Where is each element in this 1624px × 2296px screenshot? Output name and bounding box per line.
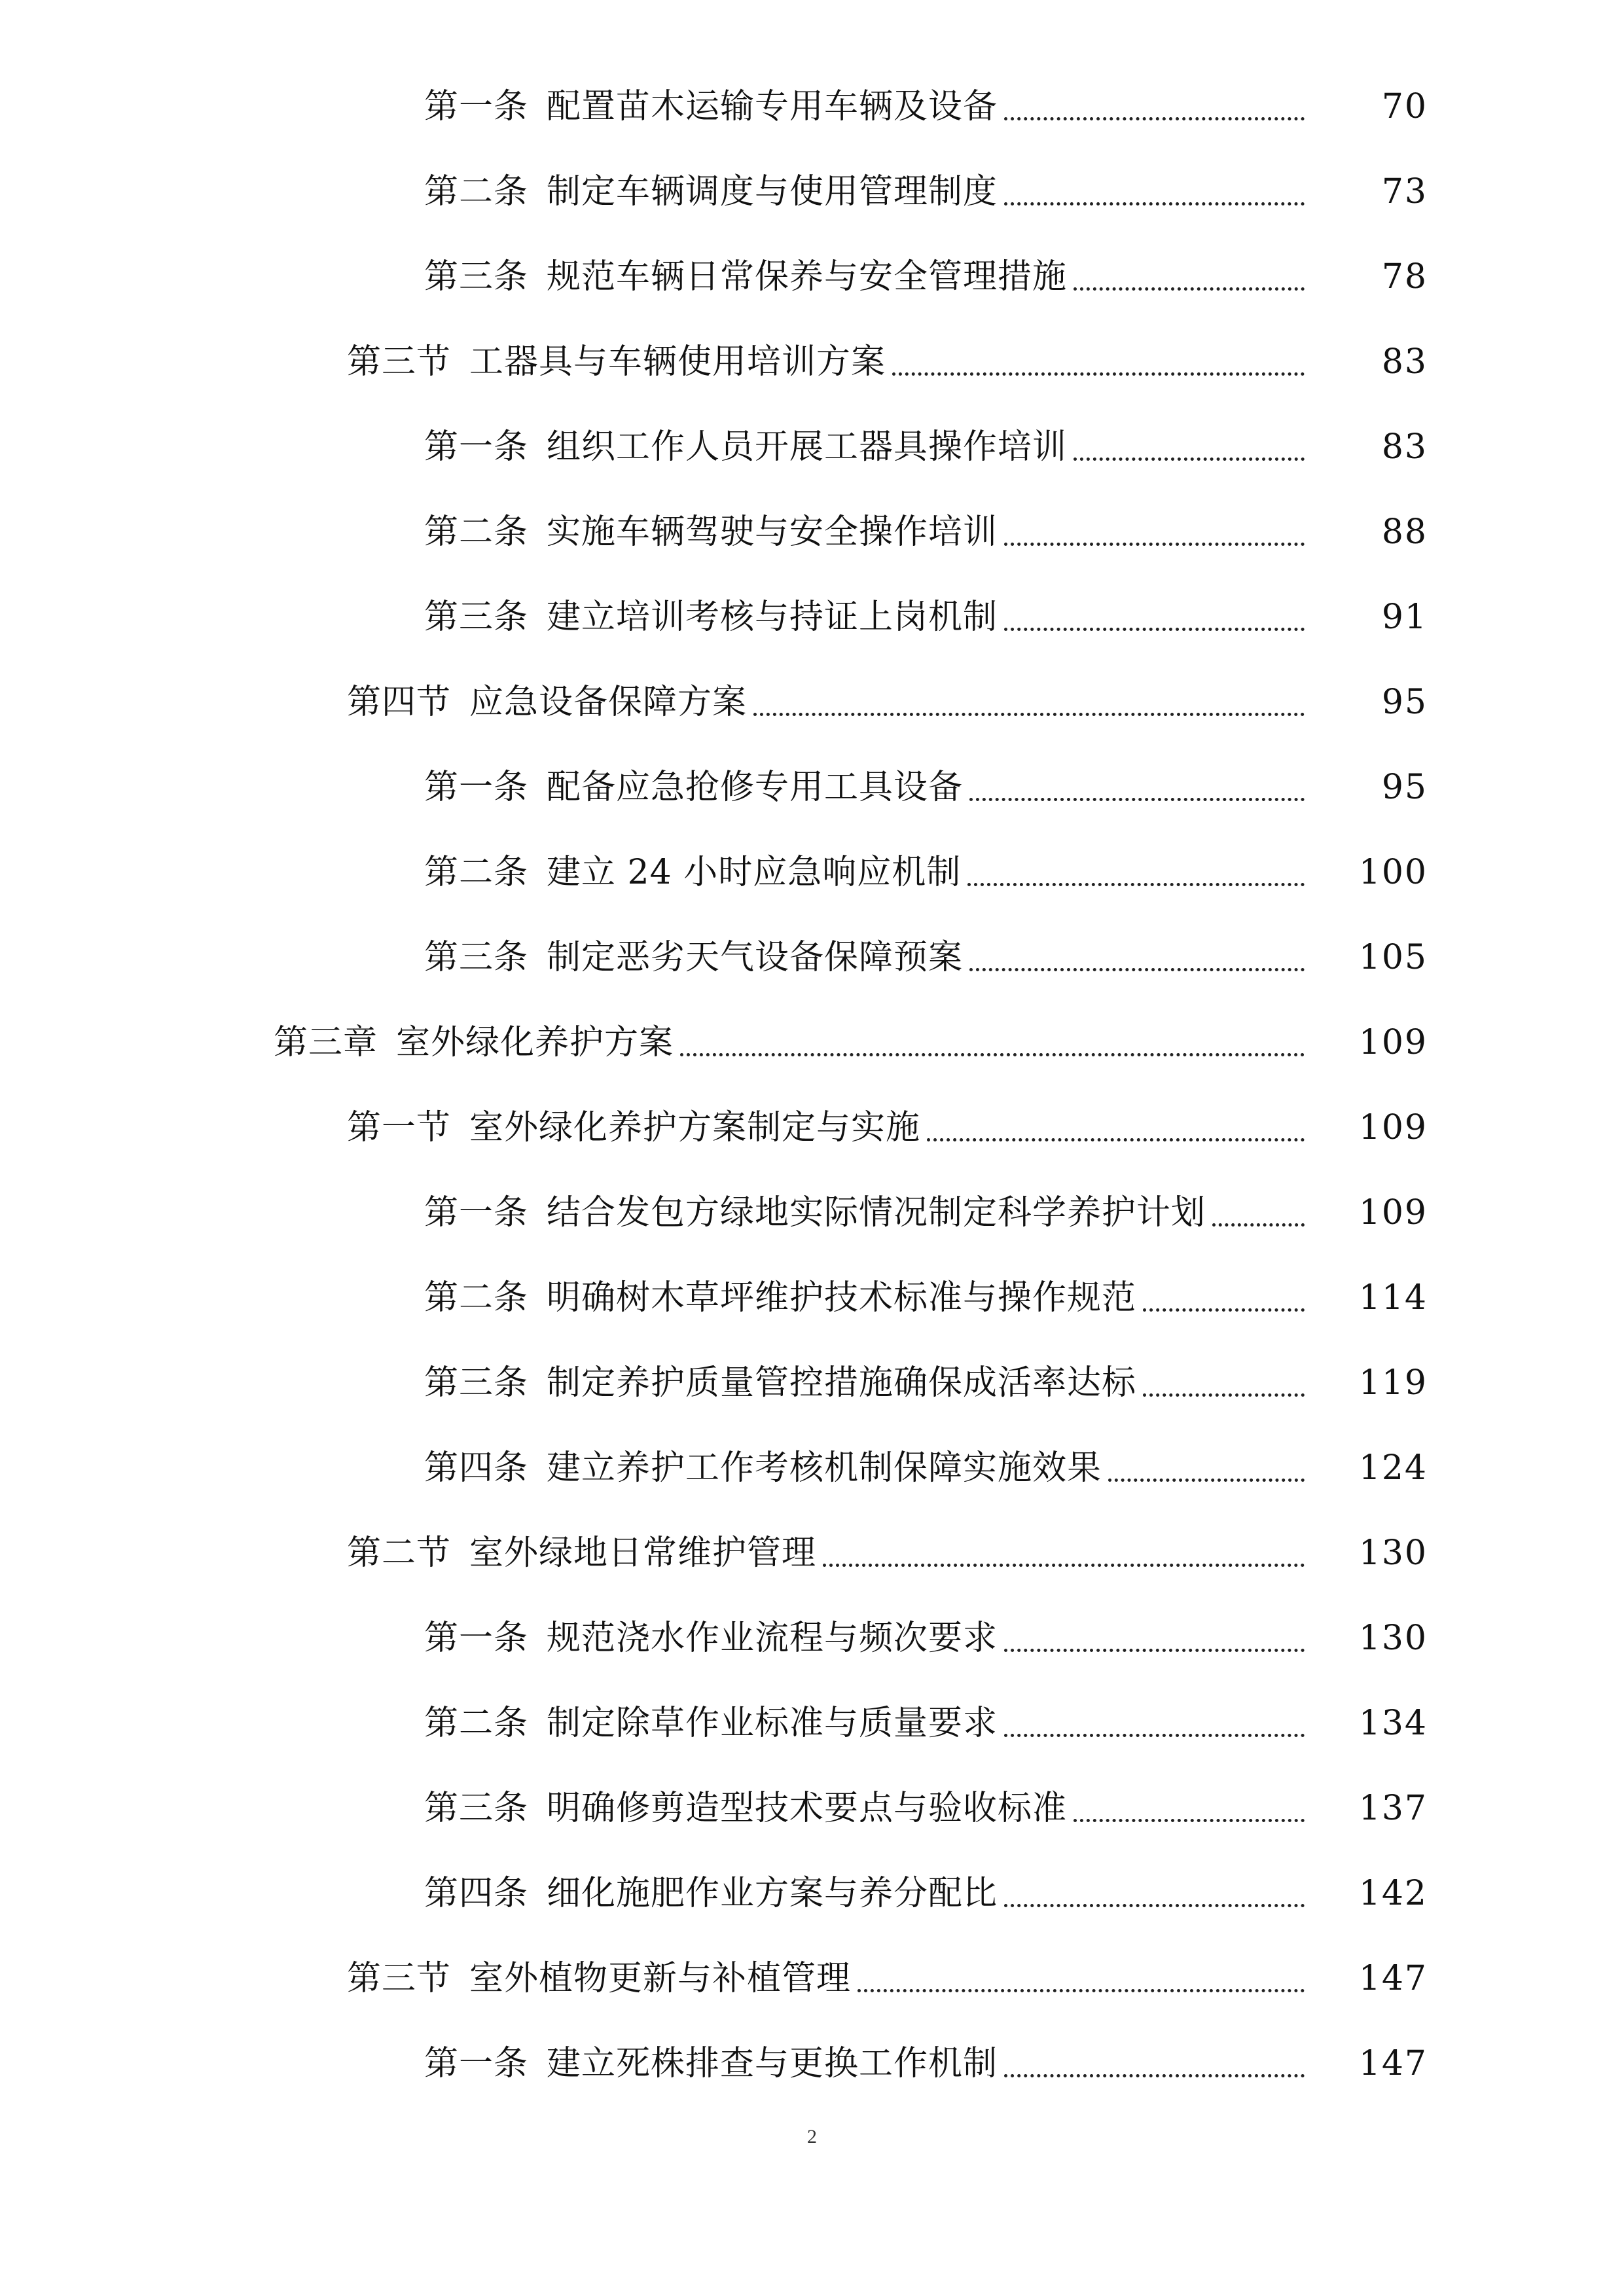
dot-leader: [1143, 1308, 1305, 1312]
toc-entry[interactable]: [0, 319, 1624, 404]
toc-entry-page: 78: [1381, 257, 1428, 296]
toc-entry[interactable]: [0, 1000, 1624, 1085]
toc-entry-page: 83: [1381, 342, 1428, 382]
dot-leader: [969, 968, 1305, 971]
toc-entry[interactable]: [0, 830, 1624, 915]
toc-entry-page: 91: [1381, 598, 1428, 637]
dot-leader: [969, 798, 1305, 801]
toc-entry-title: 建立 24 小时应急响应机制: [547, 853, 962, 892]
toc-entry-label: 第一条: [424, 427, 529, 467]
toc-entry[interactable]: [0, 745, 1624, 830]
toc-entry[interactable]: [0, 1766, 1624, 1851]
toc-entry[interactable]: [0, 1936, 1624, 2021]
toc-entry-page: 119: [1358, 1363, 1428, 1403]
toc-entry-title: 室外绿化养护方案: [396, 1023, 674, 1062]
toc-entry[interactable]: [0, 64, 1624, 149]
dot-leader: [892, 372, 1305, 376]
toc-entry-title: 工器具与车辆使用培训方案: [469, 342, 886, 382]
dot-leader: [1004, 2074, 1305, 2077]
toc-entry-title: 制定除草作业标准与质量要求: [547, 1704, 998, 1743]
toc-entry[interactable]: [0, 915, 1624, 1000]
toc-entry-label: 第三节: [347, 342, 452, 382]
toc-entry[interactable]: [0, 1170, 1624, 1255]
toc-entry-title: 室外绿地日常维护管理: [469, 1534, 817, 1573]
toc-entry-label: 第一节: [347, 1108, 452, 1147]
toc-entry-title: 室外绿化养护方案制定与实施: [469, 1108, 921, 1147]
toc-entry-label: 第三节: [347, 1959, 452, 1998]
toc-entry[interactable]: [0, 660, 1624, 745]
dot-leader: [967, 883, 1305, 886]
toc-entry[interactable]: [0, 1681, 1624, 1766]
toc-entry-label: 第二条: [424, 853, 529, 892]
dot-leader: [857, 1989, 1305, 1992]
toc-entry[interactable]: [0, 2021, 1624, 2106]
toc-entry[interactable]: [0, 1596, 1624, 1681]
toc-entry-label: 第二节: [347, 1534, 452, 1573]
toc-entry-title: 制定恶劣天气设备保障预案: [547, 938, 964, 977]
toc-entry-title: 建立培训考核与持证上岗机制: [547, 598, 998, 637]
toc-entry-label: 第一条: [424, 1193, 529, 1232]
toc-entry[interactable]: [0, 1340, 1624, 1426]
toc-entry[interactable]: [0, 149, 1624, 234]
toc-entry[interactable]: [0, 575, 1624, 660]
toc-entry-title: 细化施肥作业方案与养分配比: [547, 1874, 998, 1913]
toc-entry-label: 第四条: [424, 1874, 529, 1913]
toc-entry-label: 第二条: [424, 512, 529, 552]
toc-entry-page: 134: [1358, 1704, 1428, 1743]
toc-entry-title: 明确修剪造型技术要点与验收标准: [547, 1789, 1068, 1828]
toc-entry-title: 建立养护工作考核机制保障实施效果: [547, 1448, 1102, 1488]
toc-entry-title: 实施车辆驾驶与安全操作培训: [547, 512, 998, 552]
toc-entry-page: 124: [1358, 1448, 1428, 1488]
toc-entry-page: 73: [1381, 172, 1428, 211]
toc-entry-label: 第三条: [424, 257, 529, 296]
dot-leader: [823, 1564, 1305, 1567]
toc-entry[interactable]: [0, 404, 1624, 490]
dot-leader: [1108, 1479, 1305, 1482]
toc-entry-page: 147: [1358, 1959, 1428, 1998]
toc-entry-title: 组织工作人员开展工器具操作培训: [547, 427, 1068, 467]
toc-entry-page: 109: [1358, 1108, 1428, 1147]
toc-entry-page: 70: [1381, 87, 1428, 126]
table-of-contents: [0, 64, 1624, 2106]
toc-entry[interactable]: [0, 1511, 1624, 1596]
toc-entry-label: 第一条: [424, 87, 529, 126]
dot-leader: [680, 1053, 1305, 1056]
toc-entry-page: 105: [1358, 938, 1428, 977]
toc-entry[interactable]: [0, 490, 1624, 575]
toc-entry-page: 95: [1381, 768, 1428, 807]
dot-leader: [1004, 1734, 1305, 1737]
dot-leader: [1143, 1393, 1305, 1397]
dot-leader: [1004, 117, 1305, 120]
toc-entry[interactable]: [0, 1426, 1624, 1511]
toc-entry-page: 95: [1381, 683, 1428, 722]
dot-leader: [1004, 202, 1305, 206]
toc-entry-title: 明确树木草坪维护技术标准与操作规范: [547, 1278, 1137, 1318]
toc-entry-page: 137: [1358, 1789, 1428, 1828]
toc-entry-title: 应急设备保障方案: [469, 683, 748, 722]
toc-entry-label: 第二条: [424, 1704, 529, 1743]
toc-entry[interactable]: [0, 1085, 1624, 1170]
toc-entry-page: 109: [1358, 1193, 1428, 1232]
toc-entry-title: 结合发包方绿地实际情况制定科学养护计划: [547, 1193, 1206, 1232]
toc-entry-title: 制定车辆调度与使用管理制度: [547, 172, 998, 211]
toc-entry-title: 建立死株排查与更换工作机制: [547, 2044, 998, 2083]
toc-entry-label: 第一条: [424, 768, 529, 807]
toc-entry-page: 142: [1358, 1874, 1428, 1913]
toc-entry-title: 配置苗木运输专用车辆及设备: [547, 87, 998, 126]
toc-entry-page: 100: [1358, 853, 1428, 892]
toc-entry-label: 第三章: [274, 1023, 378, 1062]
toc-entry[interactable]: [0, 234, 1624, 319]
toc-entry-title: 规范车辆日常保养与安全管理措施: [547, 257, 1068, 296]
dot-leader: [1074, 457, 1305, 461]
toc-entry-label: 第四条: [424, 1448, 529, 1488]
toc-entry-page: 83: [1381, 427, 1428, 467]
toc-entry-title: 规范浇水作业流程与频次要求: [547, 1619, 998, 1658]
dot-leader: [1004, 1649, 1305, 1652]
toc-entry-label: 第二条: [424, 1278, 529, 1318]
dot-leader: [1074, 287, 1305, 291]
toc-entry-label: 第三条: [424, 938, 529, 977]
toc-entry-label: 第一条: [424, 2044, 529, 2083]
toc-entry-page: 147: [1358, 2044, 1428, 2083]
dot-leader: [1004, 543, 1305, 546]
dot-leader: [1004, 628, 1305, 631]
toc-entry-title: 室外植物更新与补植管理: [469, 1959, 852, 1998]
toc-entry-page: 109: [1358, 1023, 1428, 1062]
page-number: 2: [807, 2126, 817, 2147]
toc-entry-label: 第三条: [424, 1789, 529, 1828]
toc-entry-page: 88: [1381, 512, 1428, 552]
dot-leader: [927, 1138, 1305, 1141]
toc-entry-label: 第一条: [424, 1619, 529, 1658]
dot-leader: [1074, 1819, 1305, 1822]
toc-entry-title: 配备应急抢修专用工具设备: [547, 768, 964, 807]
toc-entry-page: 114: [1358, 1278, 1428, 1318]
toc-entry-label: 第三条: [424, 598, 529, 637]
toc-entry-label: 第二条: [424, 172, 529, 211]
toc-entry-title: 制定养护质量管控措施确保成活率达标: [547, 1363, 1137, 1403]
dot-leader: [753, 713, 1305, 716]
dot-leader: [1004, 1904, 1305, 1907]
toc-entry-page: 130: [1358, 1534, 1428, 1573]
toc-entry-label: 第四节: [347, 683, 452, 722]
toc-entry-page: 130: [1358, 1619, 1428, 1658]
toc-entry[interactable]: [0, 1255, 1624, 1340]
dot-leader: [1212, 1223, 1305, 1227]
toc-entry-label: 第三条: [424, 1363, 529, 1403]
toc-entry[interactable]: [0, 1851, 1624, 1936]
